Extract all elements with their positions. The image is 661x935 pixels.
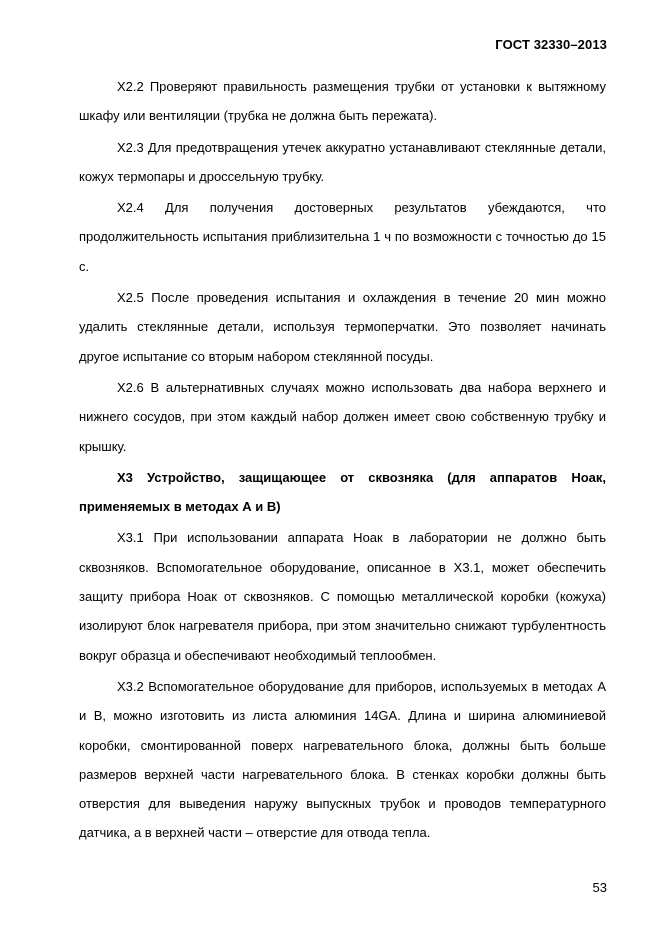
paragraph-x2-2: Х2.2 Проверяют правильность размещения трубки от установки к вытяжному шкафу или вентиляции (трубка не должна быть пережата). bbox=[79, 79, 606, 124]
document-body bbox=[79, 72, 606, 848]
paragraph-x2-5: Х2.5 После проведения испытания и охлаждения в течение 20 мин можно удалить стеклянные детали, используя термоперчатки. Это позволяет начинать другое испытание со вторым набором стеклянной посуды. bbox=[79, 290, 606, 364]
paragraph-x3-2: Х3.2 Вспомогательное оборудование для приборов, используемых в методах А и В, можно изготовить из листа алюминия 14GA. Длина и ширина алюминиевой коробки, смонтированной поверх нагревательного блока, должны быть больше размеров верхней части нагревательного блока. В стенках коробки должны быть отверстия для выведения наружу выпускных трубок и проводов температурного датчика, а в верхней части – отверстие для отвода тепла. bbox=[79, 678, 606, 841]
paragraph-x2-6: Х2.6 В альтернативных случаях можно использовать два набора верхнего и нижнего сосудов, при этом каждый набор должен имеет свою собственную трубку и крышку. bbox=[79, 379, 606, 454]
paragraph-x3-1: Х3.1 При использовании аппарата Ноак в лаборатории не должно быть сквозняков. Вспомогательное оборудование, описанное в Х3.1, может обеспечить защиту прибора Ноак от сквозняков. С помощью металлической коробки (кожуха) изолируют блок нагревателя прибора, при этом значительно снижают турбулентность вокруг образца и обеспечивают необходимый теплообмен. bbox=[79, 530, 606, 663]
section-heading-x3: Х3 Устройство, защищающее от сквозняка (для аппаратов Ноак, применяемых в методах А и В) bbox=[79, 469, 606, 515]
document-header: ГОСТ 32330–2013 bbox=[495, 37, 607, 52]
paragraph-x2-3: Х2.3 Для предотвращения утечек аккуратно устанавливают стеклянные детали, кожух термопары и дроссельную трубку. bbox=[79, 139, 606, 184]
page-number: 53 bbox=[592, 880, 607, 895]
paragraph-x2-4: Х2.4 Для получения достоверных результатов убеждаются, что продолжительность испытания приблизительна 1 ч по возможности с точностью до 15 с. bbox=[79, 200, 606, 274]
